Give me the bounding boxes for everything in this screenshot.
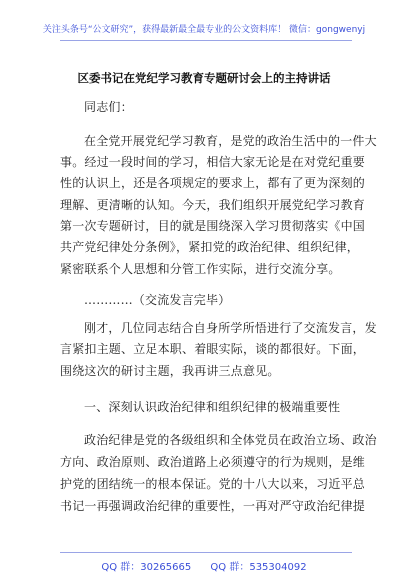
paragraph-line: 事。经过一段时间的学习，相信大家无论是在对党纪重要 <box>60 155 366 169</box>
header-banner: 关注头条号“公文研究”，获得最新最全最专业的公文资料库！ 微信：gongwenyj <box>42 25 366 35</box>
document-title: 区委书记在党纪学习教育专题研讨会上的主持讲话 <box>77 71 331 85</box>
paragraph-line: 共产党纪律处分条例》，紧扣党的政治纪律、组织纪律， <box>60 240 360 254</box>
section-heading: 一、深刻认识政治纪律和组织纪律的极端重要性 <box>84 400 341 414</box>
paragraph-line: 刚才，几位同志结合自身所学所悟进行了交流发言，发 <box>84 321 377 335</box>
greeting: 同志们： <box>84 100 133 114</box>
footer-qq-group-2: QQ 群：535304092 <box>210 562 307 573</box>
footer-qq-group-1: QQ 群：30265665 <box>101 562 192 573</box>
paragraph-line: 理解、更清晰的认知。今天，我们组织开展党纪学习教育 <box>60 198 366 212</box>
paragraph-line: 第一次专题研讨，目的就是围绕深入学习贯彻落实《中国 <box>60 219 366 233</box>
paragraph-line: 书记一再强调政治纪律的重要性，一再对严守政治纪律提 <box>60 499 366 513</box>
paragraph-line: 紧密联系个人思想和分管工作实际，进行交流分享。 <box>60 262 341 276</box>
paragraph-line: 在全党开展党纪学习教育，是党的政治生活中的一件大 <box>84 134 377 148</box>
header-divider <box>60 40 352 41</box>
paragraph-line: 护党的团结统一的根本保证。党的十八大以来，习近平总 <box>60 477 366 491</box>
paragraph-line: 性的认识上，还是各项规定的要求上，都有了更为深刻的 <box>60 176 366 190</box>
footer-contacts <box>0 558 408 573</box>
paragraph-line: 政治纪律是党的各级组织和全体党员在政治立场、政治 <box>84 433 377 447</box>
footer-divider <box>60 552 352 553</box>
interlude-note: …………（交流发言完毕） <box>84 293 231 307</box>
paragraph-line: 围绕这次的研讨主题，我再讲三点意见。 <box>60 364 280 378</box>
paragraph-line: 方向、政治原则、政治道路上必须遵守的行为规则，是维 <box>60 455 366 469</box>
paragraph-line: 言紧扣主题、立足本职、着眼实际，谈的都很好。下面， <box>60 342 366 356</box>
